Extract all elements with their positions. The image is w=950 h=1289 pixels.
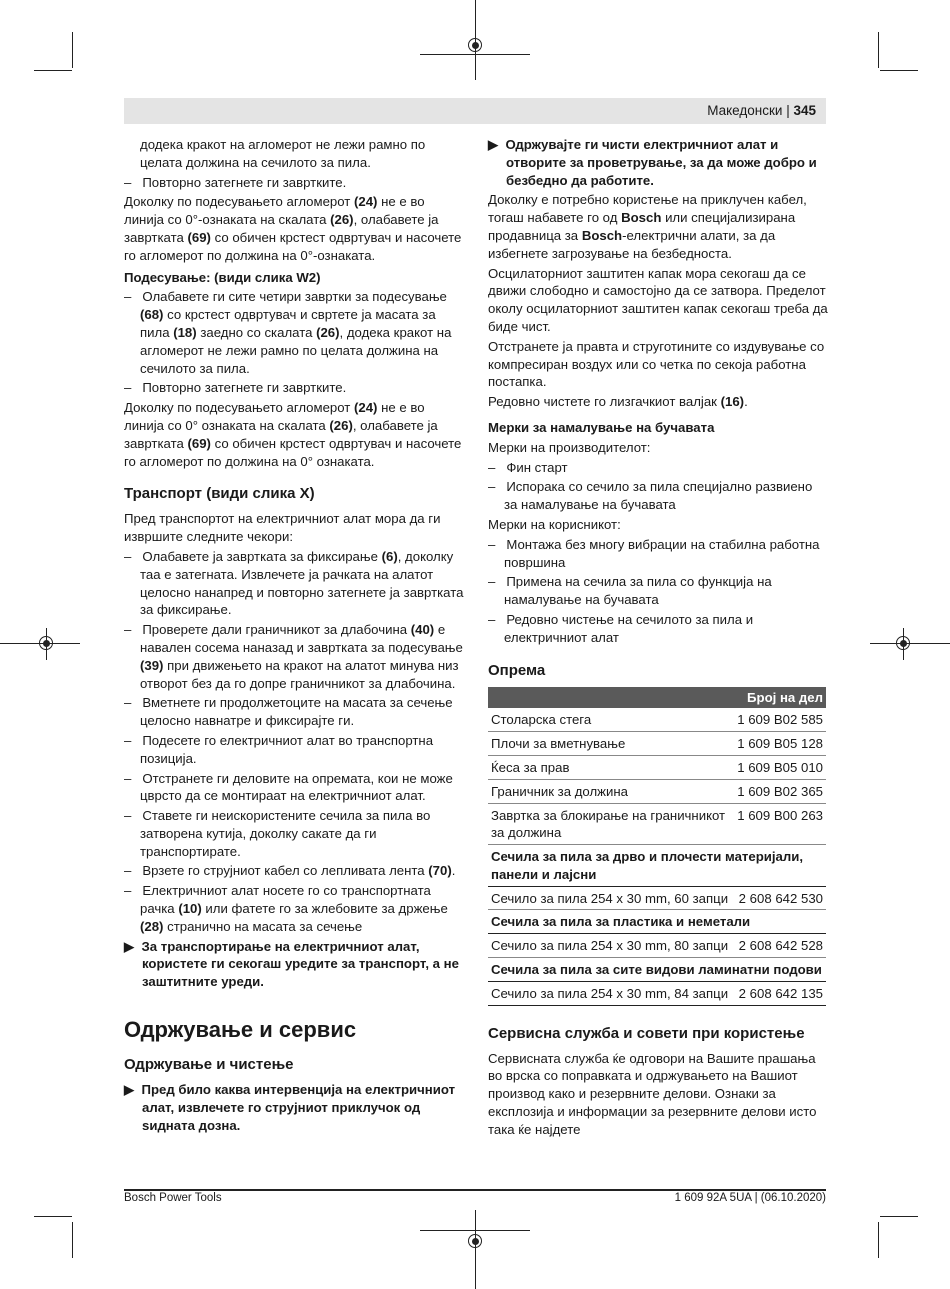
table-row: Сечило за пила 254 x 30 mm, 80 запци 2 608 642 528 (488, 934, 826, 958)
page-header (124, 98, 826, 124)
header-language: Македонски (707, 103, 783, 118)
registration-mark-icon (468, 38, 482, 52)
footer-brand: Bosch Power Tools (124, 1192, 222, 1204)
table-row: Граничник за должина 1 609 B02 365 (488, 779, 826, 803)
list-item: – Повторно затегнете ги завртките. (124, 380, 347, 396)
arrow-icon: ▶ (488, 137, 506, 152)
warning-note: ▶ Пред било каква интервенција на електричниот алат, извлечете го струјниот приклучок од ѕидната дозна. (124, 1082, 456, 1133)
list-item: – Електричниот алат носете го со транспортната рачка (10) или фатете го за жлебовите за држење (28) странично на масата за сечење (124, 883, 448, 934)
crop-mark (72, 32, 73, 68)
arrow-icon: ▶ (124, 1082, 142, 1098)
crop-mark (878, 1222, 879, 1258)
list-item: – Олабавете ја завртката за фиксирање (6), доколку таа е затегната. Извлечете ја рачката на алатот целосно нанапред и повторно затегнете ја завртката за фиксирање. (124, 548, 464, 618)
table-section-row: Сечила за пила за дрво и плочести материјали, панели и лајсни (488, 845, 826, 887)
table-row: Столарска стега 1 609 B02 585 (488, 708, 826, 731)
footer-divider (124, 1189, 826, 1191)
right-column (488, 136, 828, 1141)
paragraph: Осцилаторниот заштитен капак мора секогаш да се движи слободно и самостојно да се затвора. Пределот околу осцилаторниот заштитен капак секогаш треба да биде чист. (488, 265, 828, 334)
paragraph: Доколку по подесувањето агломерот (24) не е во линија со 0°-ознаката на скалата (26), олабавете ја завртката (69) со обичен крстест одвртувач и насочете го агломерот по должина на 0°-ознаката. (124, 194, 462, 263)
paragraph: Отстранете ја правта и струготините со издувување со компресиран воздух или со четка по секоја работна постапка. (488, 338, 825, 390)
table-section-row: Сечила за пила за пластика и неметали (488, 910, 826, 934)
list-item: – Отстранете ги деловите на опремата, кои не може цврсто да се монтираат на електричниот алат. (124, 770, 453, 804)
section-heading: Транспорт (види слика X) (124, 485, 315, 503)
header-text (707, 103, 816, 118)
crop-mark (72, 1222, 73, 1258)
subheading: Подесување: (види слика W2) (124, 269, 321, 285)
page-number: 345 (793, 103, 816, 118)
section-heading: Опрема (488, 661, 546, 679)
paragraph: Пред транспортот на електричниот алат мора да ги извршите следните чекори: (124, 511, 441, 545)
registration-mark-icon (39, 636, 53, 650)
paragraph: Доколку е потребно користење на приклучен кабел, тогаш набавете го од Bosch или специјализирана продавница за Bosch-електрични алати, за да избегнете загрозување на безбедноста. (488, 192, 807, 261)
table-header: Број на дел (488, 687, 826, 709)
section-heading: Одржување и чистење (124, 1056, 294, 1074)
crop-mark (870, 643, 950, 644)
registration-mark-icon (896, 636, 910, 650)
crop-mark (878, 32, 879, 68)
list-item: – Олабавете ги сите четири завртки за подесување (68) со крстест одвртувач и свртете ја масата за пила (18) заедно со скалата (26), додека кракот на агломерот не лежи рамно по целата должина на сечилото за пила. (124, 289, 452, 376)
table-row: Сечило за пила 254 x 30 mm, 60 запци 2 608 642 530 (488, 886, 826, 910)
table-row: Ќеса за прав 1 609 B05 010 (488, 755, 826, 779)
paragraph: додека кракот на агломерот не лежи рамно по целата должина на сечилото за пила. (140, 137, 426, 170)
chapter-heading: Одржување и сервис (124, 1017, 357, 1043)
paragraph: Мерки на производителот: (488, 439, 651, 455)
list-item: – Монтажа без многу вибрации на стабилна работна површина (488, 536, 820, 570)
crop-mark (34, 1216, 72, 1217)
crop-mark (880, 1216, 918, 1217)
list-item: – Испорака со сечило за пила специјално развиено за намалување на бучавата (488, 479, 813, 513)
paragraph: Мерки на корисникот: (488, 516, 621, 532)
registration-mark-icon (468, 1234, 482, 1248)
crop-mark (880, 70, 918, 71)
subheading: Мерки за намалување на бучавата (488, 419, 715, 435)
table-row: Плочи за вметнување 1 609 B05 128 (488, 732, 826, 756)
list-item: – Вметнете ги продолжетоците на масата за сечење целосно навнатре и фиксирајте ги. (124, 695, 453, 729)
list-item: – Примена на сечила за пила со функција на намалување на бучавата (488, 574, 772, 608)
accessories-table (488, 687, 826, 1006)
footer-doc-number: 1 609 92A 5UA | (06.10.2020) (674, 1192, 826, 1204)
list-item: – Повторно затегнете ги завртките. (124, 174, 347, 190)
arrow-icon: ▶ (124, 938, 142, 954)
list-item: – Ставете ги неискористените сечила за пила во затворена кутија, доколку сакате да ги транспортирате. (124, 808, 431, 859)
crop-mark (475, 1210, 476, 1289)
left-column (124, 136, 464, 1136)
warning-note: ▶ За транспортирање на електричниот алат, користете ги секогаш уредите за транспорт, а не заштитните уреди. (124, 938, 459, 990)
table-row: Сечило за пила 254 x 30 mm, 84 запци 2 608 642 135 (488, 981, 826, 1005)
section-heading: Сервисна служба и совети при користење (488, 1024, 805, 1042)
list-item: – Редовно чистење на сечилото за пила и електричниот алат (488, 611, 754, 645)
header-separator: | (786, 103, 790, 118)
paragraph: Редовно чистете го лизгачкиот валјак (16). (488, 394, 748, 410)
list-item: – Подесете го електричниот алат во транспортна позиција. (124, 732, 434, 766)
list-item: – Проверете дали граничникот за длабочина (40) е навален сосема наназад и завртката за подесување (39) при движењето на кракот на алатот минува низ отворот без да го допре граничникот за длабочина. (124, 622, 463, 691)
list-item: – Врзете го струјниот кабел со лепливата лента (70). (124, 863, 456, 879)
paragraph: Доколку по подесувањето агломерот (24) не е во линија со 0° ознаката на скалата (26), олабавете ја завртката (69) со обичен крстест одвртувач и насочете го агломерот по должина на 0° ознаката. (124, 400, 462, 469)
table-section-row: Сечила за пила за сите видови ламинатни подови (488, 958, 826, 982)
warning-note: ▶ Одржувајте ги чисти електричниот алат и отворите за проветрување, за да може добро и безбедно да работите. (488, 137, 817, 188)
paragraph: Сервисната служба ќе одговори на Вашите прашања во врска со поправката и одржувањето на Вашиот производ како и резервните делови. Ознаки за експлозија и информации за резервните делови исто така ќе најдете (488, 1050, 817, 1137)
crop-mark (420, 54, 530, 55)
table-row: Завртка за блокирање на граничникот за должина 1 609 B00 263 (488, 803, 826, 845)
list-item: – Фин старт (488, 459, 568, 475)
crop-mark (34, 70, 72, 71)
crop-mark (420, 1230, 530, 1231)
